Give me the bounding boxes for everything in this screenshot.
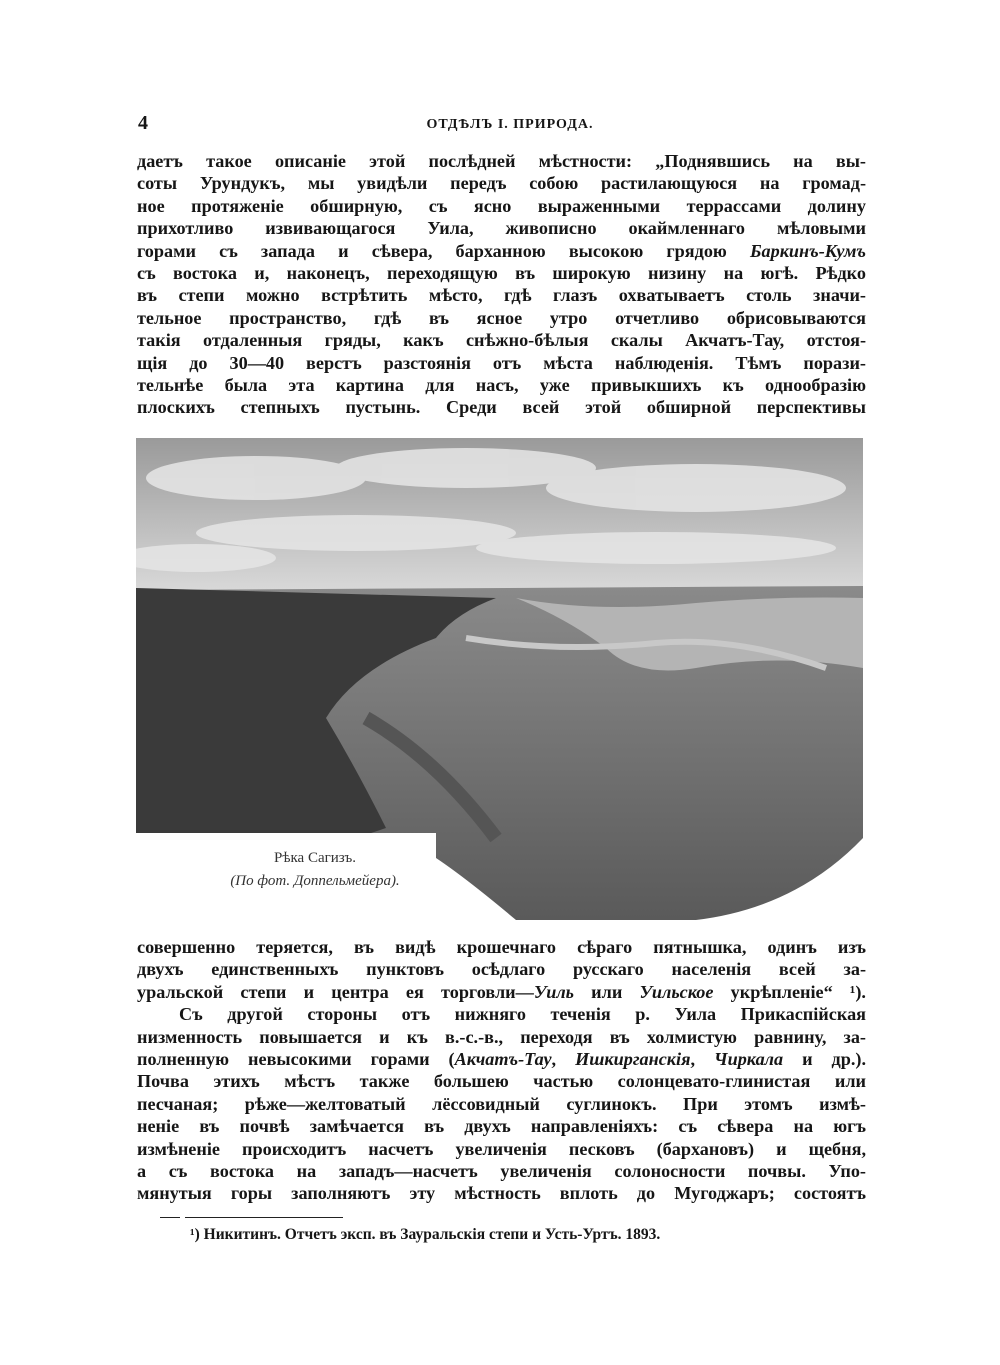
text-span: полненную невысокими горами ( [137, 1048, 455, 1069]
footnote: ¹) Никитинъ. Отчетъ эксп. въ Зауральскія степи и Усть-Уртъ. 1893. [190, 1226, 661, 1243]
text-span: уральской степи и центра ея торговли— [137, 981, 534, 1002]
text-line [137, 1026, 866, 1048]
text-span: въ степи можно встрѣтить мѣсто, гдѣ глазъ охватываетъ столь значи- [137, 285, 866, 306]
text-span: и др.). [783, 1048, 866, 1069]
text-line [137, 195, 866, 217]
text-line [137, 1070, 866, 1092]
text-span: тельное пространство, гдѣ въ ясное утро отчетливо обрисовываются [137, 307, 866, 328]
text-line [137, 240, 866, 262]
italic-term: Чиркала [713, 1048, 784, 1069]
upper-paragraph [137, 150, 866, 419]
text-span: мянутыя горы заполняютъ эту мѣстность вплоть до Мугоджаръ; состоятъ [137, 1183, 866, 1204]
text-span: даетъ такое описаніе этой послѣдней мѣстности: „Поднявшись на вы- [137, 151, 866, 171]
italic-term: Акчатъ-Тау [454, 1048, 552, 1069]
text-span: а съ востока на западъ—насчетъ увеличенія солоносности почвы. Упо- [137, 1160, 866, 1181]
text-line [137, 1093, 866, 1115]
text-span: , [551, 1048, 576, 1069]
figure-caption-title: Рѣка Сагизъ. [274, 850, 356, 866]
italic-term: Уиль [533, 981, 574, 1002]
text-span: щія до 30—40 верстъ разстоянія отъ мѣста наблюденія. Тѣмъ порази- [137, 352, 866, 373]
text-span: низменность повышается и къ в.-с.-в., переходя въ холмистую равнину, за- [137, 1026, 866, 1047]
text-line [137, 1003, 866, 1025]
text-line [137, 374, 866, 396]
text-line [137, 1182, 866, 1204]
figure-caption-credit: (По фот. Доппельмейера). [230, 873, 400, 889]
footnote-rule [185, 1217, 343, 1218]
text-line [137, 172, 866, 194]
page-number: 4 [138, 112, 148, 134]
text-span: , [690, 1048, 714, 1069]
text-span: такія отдаленныя гряды, какъ снѣжно-бѣлыя скалы Акчатъ-Тау, отстоя- [137, 330, 866, 351]
italic-term: Баркинъ-Кумъ [749, 240, 866, 261]
text-span: прихотливо извивающагося Уила, живописно окаймленнаго мѣловыми [137, 218, 866, 239]
text-line [137, 329, 866, 351]
text-line [137, 1115, 866, 1137]
text-line [137, 1138, 866, 1160]
text-line [137, 936, 866, 958]
text-span: Почва этихъ мѣстъ также большею частью солонцевато-глинистая или [137, 1071, 866, 1092]
running-head: ОТДѢЛЪ I. ПРИРОДА. [426, 117, 594, 132]
text-span: тельнѣе была эта картина для насъ, уже привыкшихъ къ однообразію [137, 374, 866, 395]
text-span: измѣненіе происходитъ насчетъ увеличенія песковъ (бархановъ) и щебня, [137, 1138, 866, 1159]
text-line [137, 150, 866, 172]
text-span: Съ другой стороны отъ нижняго теченія р. Уила Прикаспійская [179, 1004, 866, 1025]
text-span: укрѣпленіе“ ¹). [713, 981, 866, 1002]
text-span: или [573, 981, 640, 1002]
text-span: ное протяженіе обширную, съ ясно выраженными террассами долину [137, 195, 866, 216]
text-line [137, 1160, 866, 1182]
italic-term: Уильское [639, 981, 714, 1002]
text-span: плоскихъ степныхъ пустынь. Среди всей этой обширной перспективы [137, 397, 866, 418]
text-line [137, 396, 866, 418]
text-span: двухъ единственныхъ пунктовъ осѣдлаго русскаго населенія всей за- [137, 959, 866, 980]
text-span: соты Урундукъ, мы увидѣли передъ собою растилающуюся на громад- [137, 173, 866, 194]
text-span: совершенно теряется, въ видѣ крошечнаго сѣраго пятнышка, одинъ изъ [137, 937, 866, 957]
text-line [137, 352, 866, 374]
text-line [137, 1048, 866, 1070]
footnote-rule [160, 1217, 180, 1218]
text-span: горами съ запада и сѣвера, барханною высокою грядою [137, 240, 750, 261]
text-line [137, 958, 866, 980]
text-line [137, 217, 866, 239]
text-span: неніе въ почвѣ замѣчается въ двухъ направленіяхъ: съ сѣвера на югъ [137, 1116, 866, 1137]
text-span: песчаная; рѣже—желтоватый лёссовидный суглинокъ. При этомъ измѣ- [137, 1093, 866, 1114]
lower-paragraph [137, 936, 866, 1205]
text-line [137, 307, 866, 329]
text-line [137, 284, 866, 306]
italic-term: Ишкирганскія [575, 1048, 691, 1069]
text-line [137, 262, 866, 284]
text-line [137, 981, 866, 1003]
river-sagiz-photo [136, 438, 863, 920]
text-span: съ востока и, наконецъ, переходящую въ широкую низину на югѣ. Рѣдко [137, 262, 866, 283]
